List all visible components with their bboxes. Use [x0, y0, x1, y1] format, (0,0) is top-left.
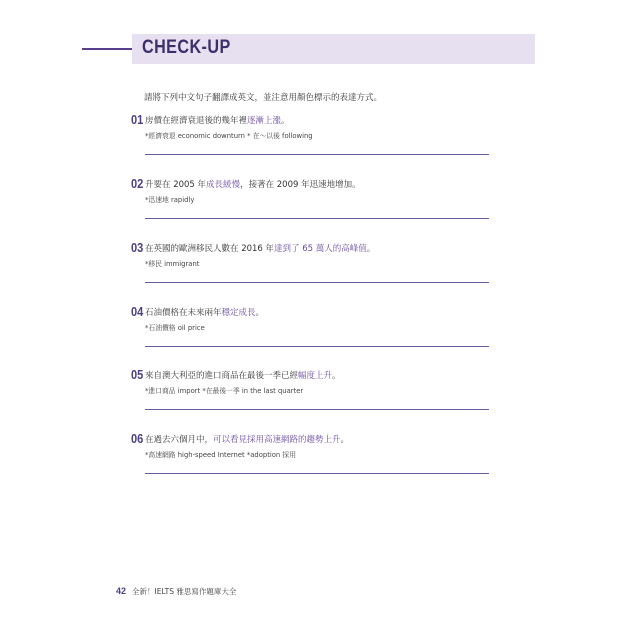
answer-line	[145, 218, 489, 219]
item-hint: *石油價格 oil price	[145, 324, 205, 332]
page-title: CHECK-UP	[142, 37, 231, 58]
item-number: 03	[131, 240, 144, 255]
highlight-phrase: 穩定成長	[221, 308, 256, 318]
item-number: 04	[131, 304, 144, 319]
item-question: 來自澳大利亞的進口商品在最後一季已經幅度上升。	[145, 371, 341, 381]
answer-line	[145, 282, 489, 283]
item-question: 在英國的歐洲移民人數在 2016 年達到了 65 萬人的高峰值。	[145, 244, 376, 254]
highlight-phrase: 達到了 65 萬人的高峰值	[274, 244, 367, 254]
answer-line	[145, 409, 489, 410]
item-question: 升要在 2005 年成長緩慢，接著在 2009 年迅速地增加。	[145, 180, 361, 190]
item-number: 02	[131, 176, 144, 191]
answer-line	[145, 346, 489, 347]
answer-line	[145, 473, 489, 474]
highlight-phrase: 成長緩慢	[206, 180, 241, 190]
header-rule	[82, 48, 132, 50]
instruction-text: 請將下列中文句子翻譯成英文，並注意用顏色標示的表達方式。	[144, 93, 383, 103]
item-hint: *移民 immigrant	[145, 260, 200, 268]
item-hint: *進口商品 import *在最後一季 in the last quarter	[145, 387, 304, 395]
item-question: 在過去六個月中，可以看見採用高速網路的趨勢上升。	[145, 435, 350, 445]
item-question: 房價在經濟衰退後的幾年裡逐漸上漲。	[145, 116, 290, 126]
book-title: 全新！IELTS 雅思寫作題庫大全	[132, 587, 237, 596]
highlight-phrase: 可以看見採用高速網路的趨勢上升	[213, 435, 341, 445]
item-number: 05	[131, 367, 144, 382]
item-hint: *迅速地 rapidly	[145, 196, 195, 204]
page-footer	[116, 586, 236, 597]
highlight-phrase: 逐漸上漲	[247, 116, 282, 126]
answer-line	[145, 154, 489, 155]
item-hint: *高速網路 high-speed Internet *adoption 採用	[145, 451, 296, 459]
item-number: 01	[131, 112, 144, 127]
page-number: 42	[116, 586, 127, 596]
highlight-phrase: 幅度上升	[298, 371, 333, 381]
item-question: 石油價格在未來兩年穩定成長。	[145, 308, 265, 318]
item-hint: *經濟衰退 economic downturn * 在～以後 following	[145, 132, 313, 140]
item-number: 06	[131, 431, 144, 446]
